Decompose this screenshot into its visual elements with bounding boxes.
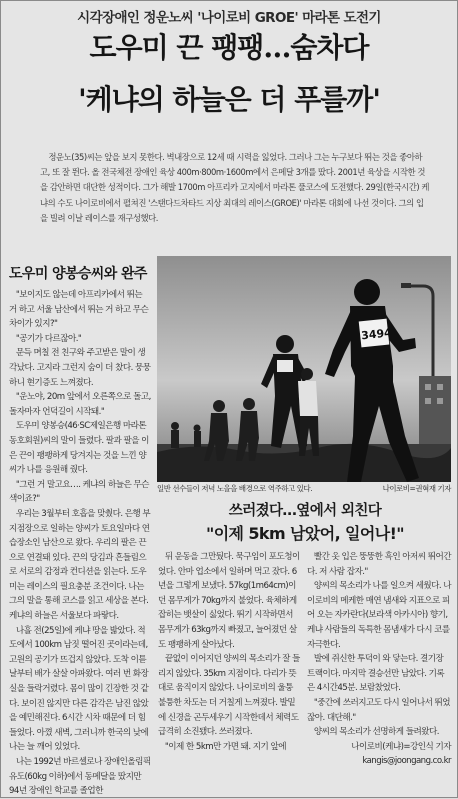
subhead-line-1: 쓰러졌다…옆에서 외친다 <box>228 503 382 519</box>
paragraph: 뒤 운동을 그만뒀다. 묵구임이 포도청이었다. 안마 업소에서 일하며 먹고 잤다. 6년을 그렇게 보냈다. 57kg(1m64cm)이던 몸무게가 70kg까지 불었다. 육체하게 잡히는 뱃살이 싫었다. 뛰기 시작하면서 몸무게가 63kg까지 빠졌고, 늘어졌던 살도 팽팽하게 살아났다. <box>158 552 300 650</box>
byline-email: kangis@joongang.co.kr <box>362 756 451 767</box>
marathon-photo <box>157 256 451 482</box>
paragraph: "공기가 다르잖아." <box>15 333 82 344</box>
paragraph: "이제 한 5km만 가면 돼. 지기 앞에 <box>164 741 286 752</box>
subhead-line-2: "이제 5km 남았어, 일어나!" <box>205 524 405 543</box>
paragraph: 나는 1992년 바르셀로나 장애인올림픽 유도(60kg 이하)에서 동메달을 땄지만 94년 장애인 학교를 졸업한 <box>9 757 151 797</box>
photo-caption-row <box>157 483 451 494</box>
column-b <box>158 550 300 754</box>
paragraph: 양씨의 목소리가 선명하게 들려왔다. <box>313 727 439 738</box>
paragraph: "중간에 쓰러지고도 다시 일어나서 뛰었잖아. 대단해." <box>307 697 451 723</box>
paragraph: 문득 며칠 전 친구와 주고받은 말이 생각났다. 고지라 그런지 숨이 더 찼다. 뭉뭉하니 현기증도 느껴졌다. <box>9 348 151 388</box>
photo-caption: 일반 선수들이 저녁 노을을 배경으로 역주하고 있다. <box>157 484 313 493</box>
column-a <box>9 288 151 799</box>
paragraph: "보이지도 않는데 아프리카에서 뛰는 거 하고 서울 남산에서 뛰는 거 하고 무슨 차이가 있지?" <box>9 290 149 330</box>
section-title: 도우미 양봉승씨와 완주 <box>9 266 147 282</box>
paragraph: 발에 쥐신한 투덕이 와 닿는다. 결기장 트랙이다. 마지막 결승선만 남았다. 기록은 4시간45분. 보람찼었다. <box>307 654 445 694</box>
paragraph: "운노야, 20m 앞에서 오른쪽으로 돌고, 돌자마자 언덕길이 시작돼." <box>9 392 151 417</box>
bib-number-text: 3494 <box>360 326 393 343</box>
paragraph: 도우미 양봉승(46·SC제일은행 마라톤 동호회원)씨의 말이 들렸다. 팔과 팔을 이은 끈이 팽팽하게 당겨지는 것을 느낀 양씨가 나를 응원해 줬다. <box>9 421 149 476</box>
paragraph: 빨간 옷 입은 뚱뚱한 흑인 아저씨 뛰어간다. 저 사람 잡자." <box>307 552 451 577</box>
column-c <box>307 550 451 769</box>
paragraph: "그런 거 말고요…. 케냐의 하늘은 무슨 색이죠?" <box>9 479 149 505</box>
paragraph: 양씨의 목소리가 나를 일으켜 세웠다. 나이로비의 메케한 매연 냄새와 지표으로 피어 오는 자카란다(보라색 아카시아) 향기, 케냐 사람들의 독특한 몸냄새가 다시 코를 자극한다. <box>307 581 451 650</box>
headline-line-1: 도우미 끈 팽팽…숨차다 <box>89 31 369 64</box>
byline: 나이로비(케냐)=강인식 기자 <box>351 741 451 752</box>
paragraph: 우리는 3월부터 호흡을 맞췄다. 은행 부지점장으로 일하는 양씨가 토요일마다 연습장소인 남산으로 왔다. 우리의 팔은 끈으로 연결돼 있다. 끈의 당김과 흔들림으로 서로의 감정과 컨디션을 읽는다. 도우미는 레이스의 필요충분 조건이다. 나는 그의 말을 통해 코스를 읽고 세상을 본다. 케냐의 하늘은 서울보다 파랗다. <box>9 508 151 622</box>
article-kicker: 시각장애인 정운노씨 '나이로비 GROE' 마라톤 도전기 <box>77 10 381 26</box>
headline-line-2: '케냐의 하늘은 더 푸를까' <box>78 83 380 116</box>
paragraph: 나흘 전(25일)에 케냐 땅을 밟았다. 적도에서 100km 남짓 떨어진 곳이라는데, 고원의 공기가 뜨겁지 않았다. 도착 이튿날부터 배가 살살 아파왔다. 여러 번 화장실을 들락거렸다. 몸이 많이 긴장한 것 같다. 보이진 않지만 다른 감각은 남진 않았을 예민해진다. 6시간 시차 때문에 더 힘들었다. 아꼈 새벽, 그러니까 한국의 낮에 나는 늘 깨어 있었다. <box>9 625 149 753</box>
runners-silhouette-graphic <box>157 256 451 482</box>
article-lead: 정운노(35)씨는 앞을 보지 못한다. 벽내장으로 12세 때 시력을 잃었다. 그러나 그는 누구보다 뛰는 것을 좋아하고, 또 잘 뛴다. 올 전국체전 장애인 육상 400m·800m·1600m에서 은메달 3개를 땄다. 2001년 육상을 시작한 것을 감안하면 대단한 성적이다. 그가 해발 1700m 아프리카 고지에서 마라톤 풀코스에 도전했다. 29일(한국시간) 케냐의 수도 나이로비에서 펼쳐진 '스탠다드차타드 지상 최대의 레이스(GROE)' 마라톤 대회에 나선 것이다. 그의 입을 빌려 이날 레이스를 재구성했다. <box>40 152 430 223</box>
paragraph: 끝없이 이어지던 양씨의 목소리가 잘 들리지 않았다. 35km 지점이다. 다리가 뜻대로 움직이지 않았다. 나이로비의 울퉁불퉁한 차도는 더 거칠게 느껴졌다. 발밑에 신경을 곤두세우기 시작한데서 체력도 급격히 소진됐다. 쓰러졌다. <box>158 654 300 738</box>
photo-credit: 나이로비=권혁재 기자 <box>382 484 451 493</box>
